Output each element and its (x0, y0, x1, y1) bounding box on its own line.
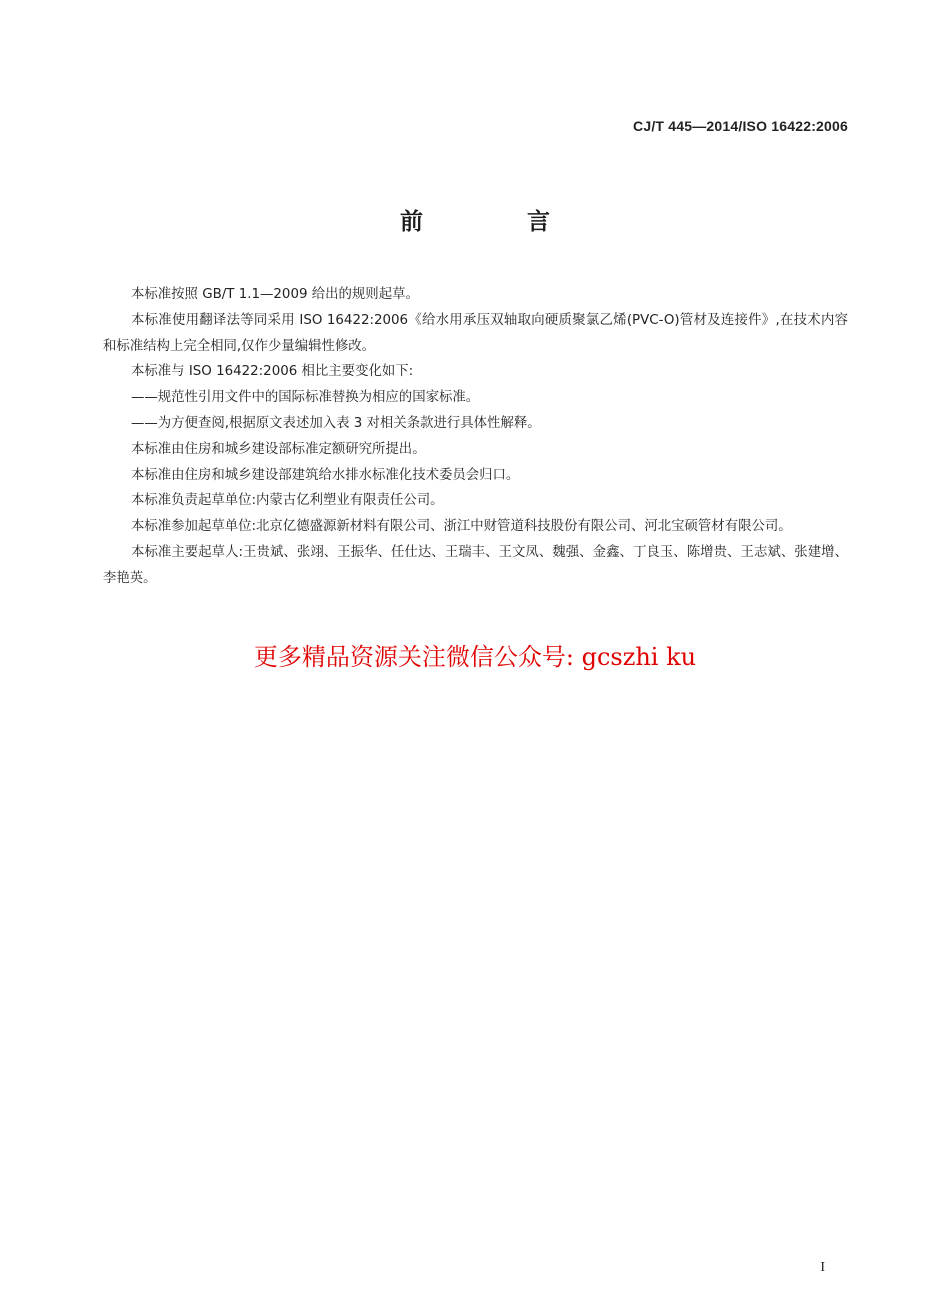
foreword-body (103, 282, 848, 592)
standard-code: CJ/T 445—2014/ISO 16422:2006 (633, 118, 848, 134)
paragraph-changes-intro: 本标准与 ISO 16422:2006 相比主要变化如下: (131, 364, 414, 380)
paragraph-change-item-1: ——规范性引用文件中的国际标准替换为相应的国家标准。 (131, 390, 480, 406)
paragraph-drafting-rules: 本标准按照 GB/T 1.1—2009 给出的规则起草。 (131, 287, 419, 302)
paragraph-change-item-2: ——为方便查阅,根据原文表述加入表 3 对相关条款进行具体性解释。 (131, 415, 541, 431)
paragraph-adoption-method: 本标准使用翻译法等同采用 ISO 16422:2006《给水用承压双轴取向硬质聚氯乙烯(PVC-O)管材及连接件》,在技术内容和标准结构上完全相同,仅作少量编辑性修改。 (103, 312, 848, 354)
paragraph-under-jurisdiction: 本标准由住房和城乡建设部建筑给水排水标准化技术委员会归口。 (131, 467, 520, 483)
promo-banner-text: 更多精品资源关注微信公众号: gcszhi ku (253, 643, 697, 671)
page-number: I (820, 1260, 825, 1275)
paragraph-lead-drafter: 本标准负责起草单位:内蒙古亿利塑业有限责任公司。 (131, 493, 444, 509)
page-title: 前 言 (399, 209, 598, 235)
paragraph-main-drafters: 本标准主要起草人:王贵斌、张翊、王振华、任仕达、王瑞丰、王文凤、魏强、金鑫、丁良玉、陈增贵、王志斌、张建增、李艳英。 (103, 544, 848, 586)
paragraph-participating-drafters: 本标准参加起草单位:北京亿德盛源新材料有限公司、浙江中财管道科技股份有限公司、河北宝硕管材有限公司。 (131, 519, 792, 535)
paragraph-proposed-by: 本标准由住房和城乡建设部标准定额研究所提出。 (131, 441, 426, 457)
